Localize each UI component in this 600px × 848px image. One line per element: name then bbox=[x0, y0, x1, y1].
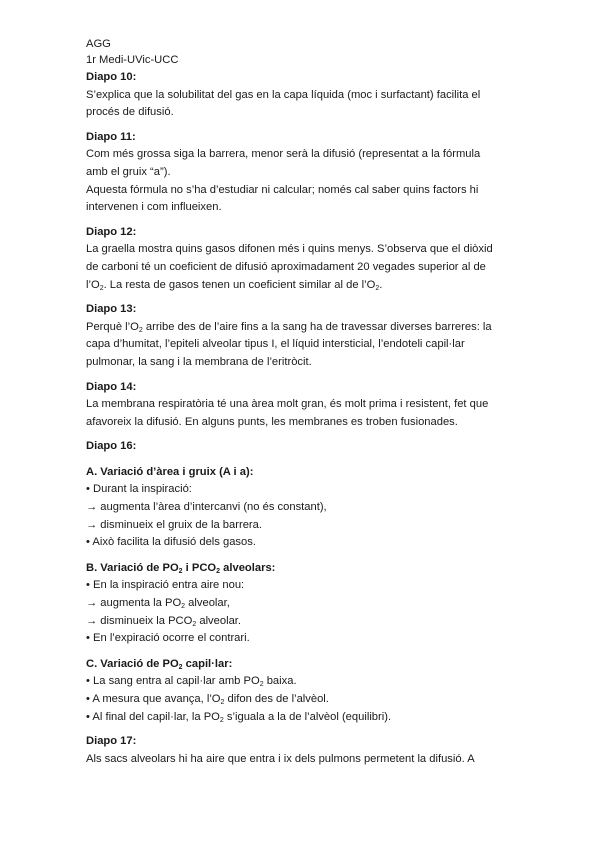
paragraph-line: La graella mostra quins gasos difonen més i quins menys. S’observa que el diòxid bbox=[86, 243, 493, 256]
paragraph-line: La membrana respiratòria té una àrea molt gran, és molt prima i resistent, fet que bbox=[86, 398, 489, 411]
paragraph-line: Als sacs alveolars hi ha aire que entra i ix dels pulmons permetent la difusió. A bbox=[86, 752, 475, 765]
section-diapo-13 bbox=[86, 301, 526, 371]
section-diapo-11 bbox=[86, 129, 526, 217]
subsection-b bbox=[86, 560, 526, 578]
section-diapo-17 bbox=[86, 733, 526, 768]
paragraph-line: procés de difusió. bbox=[86, 106, 174, 119]
list-item bbox=[86, 595, 526, 613]
section-title: Diapo 14: bbox=[86, 380, 137, 393]
text-run: alveolar, bbox=[185, 597, 230, 610]
document-page bbox=[86, 36, 526, 768]
subsection-title bbox=[86, 560, 526, 578]
paragraph-line: capa d’humitat, l’epiteli alveolar tipus I, el líquid intersticial, l’endoteli capil·lar bbox=[86, 338, 465, 351]
section-title: Diapo 12: bbox=[86, 225, 137, 238]
text-run: i PCO bbox=[182, 561, 217, 574]
text-run: capil·lar: bbox=[182, 657, 233, 670]
section-diapo-16 bbox=[86, 438, 526, 726]
list-item: → disminueix el gruix de la barrera. bbox=[86, 518, 262, 531]
text-run: → augmenta la PO bbox=[86, 597, 182, 610]
text-run: l’O bbox=[86, 278, 100, 291]
text-run: difon des de l’alvèol. bbox=[224, 693, 329, 705]
section-title: Diapo 10: bbox=[86, 71, 137, 83]
subscript: 2 bbox=[220, 699, 225, 706]
course-name: 1r Medi-UVic-UCC bbox=[86, 54, 179, 66]
section-title: Diapo 13: bbox=[86, 303, 137, 316]
list-item: • Durant la inspiració: bbox=[86, 483, 192, 496]
paragraph-line: de carboni té un coeficient de difusió aproximadament 20 vegades superior al de bbox=[86, 260, 486, 273]
paragraph-line: intervenen i com influeixen. bbox=[86, 201, 222, 214]
text-run: B. Variació de PO bbox=[86, 561, 179, 574]
list-item: • Això facilita la difusió dels gasos. bbox=[86, 536, 256, 549]
subsection-c bbox=[86, 656, 526, 674]
text-run: s’iguala a la de l’alvèol (equilibri). bbox=[223, 710, 392, 723]
list-item bbox=[86, 709, 526, 727]
list-item: → augmenta l’àrea d’intercanvi (no és constant), bbox=[86, 501, 327, 514]
subscript: 2 bbox=[138, 326, 143, 334]
subscript: 2 bbox=[375, 284, 380, 292]
list-item bbox=[86, 691, 526, 709]
text-run: • A mesura que avança, l’O bbox=[86, 693, 221, 705]
list-item: • En l’expiració ocorre el contrari. bbox=[86, 632, 250, 645]
paragraph-line: pulmonar, la sang i la membrana de l’eritròcit. bbox=[86, 355, 312, 368]
list-item bbox=[86, 613, 526, 631]
text-run: baixa. bbox=[263, 675, 297, 688]
paragraph-line bbox=[86, 319, 526, 337]
paragraph-line: S’explica que la solubilitat del gas en la capa líquida (moc i surfactant) facilita el bbox=[86, 88, 481, 101]
list-item: • En la inspiració entra aire nou: bbox=[86, 579, 245, 592]
subsection-title: A. Variació d’àrea i gruix (A i a): bbox=[86, 465, 254, 478]
list-item bbox=[86, 673, 526, 691]
paragraph-line: Aquesta fórmula no s’ha d’estudiar ni calcular; només cal saber quins factors hi bbox=[86, 183, 479, 196]
document-header bbox=[86, 36, 526, 68]
paragraph-line: afavoreix la difusió. En alguns punts, les membranes es troben fusionades. bbox=[86, 415, 458, 428]
subscript: 2 bbox=[181, 603, 186, 611]
section-diapo-10 bbox=[86, 69, 526, 122]
text-run: . bbox=[379, 278, 383, 291]
subscript: 2 bbox=[216, 567, 221, 575]
section-title: Diapo 17: bbox=[86, 735, 137, 748]
text-run: alveolars: bbox=[220, 561, 276, 574]
paragraph-line: Com més grossa siga la barrera, menor serà la difusió (representat a la fórmula bbox=[86, 148, 481, 161]
subsection-a bbox=[86, 464, 526, 482]
subscript: 2 bbox=[219, 716, 224, 724]
section-title: Diapo 16: bbox=[86, 440, 137, 453]
subscript: 2 bbox=[178, 663, 183, 671]
text-run: • Al final del capil·lar, la PO bbox=[86, 710, 220, 723]
subscript: 2 bbox=[99, 284, 104, 292]
text-run: alveolar. bbox=[196, 614, 242, 627]
subscript: 2 bbox=[259, 681, 264, 689]
text-run: • La sang entra al capil·lar amb PO bbox=[86, 675, 260, 688]
text-run: C. Variació de PO bbox=[86, 657, 179, 670]
subscript: 2 bbox=[178, 567, 183, 575]
subsection-title bbox=[86, 656, 526, 674]
section-title: Diapo 11: bbox=[86, 130, 136, 143]
text-run: Perquè l’O bbox=[86, 320, 139, 333]
text-run: → disminueix la PCO bbox=[86, 614, 193, 627]
subscript: 2 bbox=[192, 620, 197, 628]
section-diapo-12 bbox=[86, 224, 526, 294]
text-run: arribe des de l’aire fins a la sang ha de travessar diverses barreres: la bbox=[142, 320, 492, 333]
paragraph-line: amb el gruix “a”). bbox=[86, 165, 171, 178]
section-diapo-14 bbox=[86, 379, 526, 432]
text-run: . La resta de gasos tenen un coeficient similar al de l’O bbox=[103, 278, 376, 291]
paragraph-line bbox=[86, 277, 526, 295]
author-initials: AGG bbox=[86, 38, 111, 50]
